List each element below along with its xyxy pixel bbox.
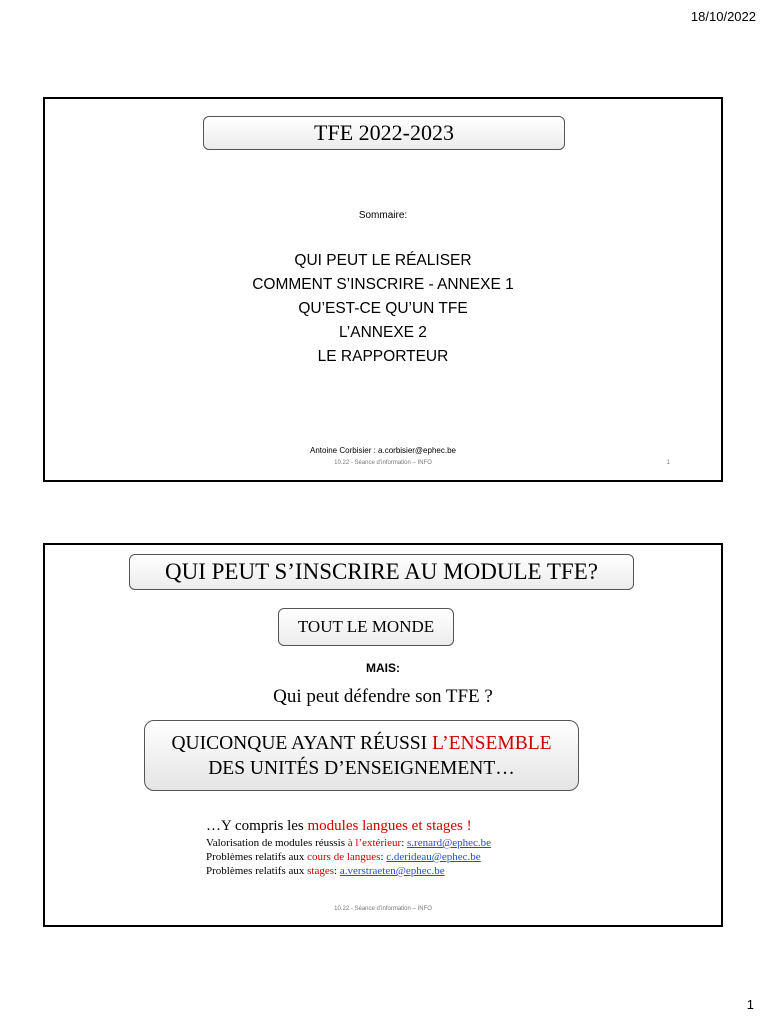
slide-footer: 10.22 - Séance d’information – INFO — [334, 906, 432, 912]
notes-lead — [206, 816, 491, 836]
notes-block — [206, 816, 491, 878]
notes-lead-text: …Y compris les — [206, 818, 308, 834]
note-sep: : — [401, 837, 408, 849]
note-prefix: Problèmes relatifs aux — [206, 851, 308, 863]
toc-item: LE RAPPORTEUR — [317, 348, 449, 365]
note-highlight: cours de langues — [307, 851, 381, 863]
toc-item: COMMENT S’INSCRIRE - ANNEXE 1 — [252, 276, 514, 293]
email-link[interactable]: s.renard@ephec.be — [407, 837, 492, 849]
note-highlight: à l’extérieur — [347, 837, 402, 849]
slide-1 — [43, 97, 723, 482]
note-prefix: Problèmes relatifs aux — [206, 865, 308, 877]
slide-title: TFE 2022-2023 — [203, 116, 565, 150]
but-label: MAIS: — [366, 661, 400, 675]
condition-highlight: L’ENSEMBLE — [432, 732, 552, 754]
note-sep: : — [380, 851, 387, 863]
toc-item: QUI PEUT LE RÉALISER — [294, 252, 472, 269]
note-line — [206, 864, 491, 878]
condition-box — [144, 720, 579, 791]
note-line — [206, 850, 491, 864]
slide-2 — [43, 543, 723, 927]
condition-line-2: DES UNITÉS D’ENSEIGNEMENT… — [208, 757, 515, 779]
defense-question: Qui peut défendre son TFE ? — [273, 686, 493, 707]
note-line — [206, 836, 491, 850]
everyone-box: TOUT LE MONDE — [278, 608, 454, 646]
summary-label: Sommaire: — [358, 210, 408, 221]
toc-item: L’ANNEXE 2 — [339, 324, 427, 341]
note-highlight: stages — [307, 865, 335, 877]
condition-text: QUICONQUE AYANT RÉUSSI — [171, 732, 433, 754]
slide-number: 1 — [666, 460, 670, 466]
condition-line-1 — [171, 731, 551, 756]
table-of-contents — [45, 249, 721, 369]
notes-lead-highlight: modules langues et stages — [307, 818, 463, 834]
toc-item: QU’EST-CE QU’UN TFE — [298, 300, 468, 317]
notes-lead-end: ! — [462, 818, 472, 834]
page-number: 1 — [746, 997, 754, 1012]
slide-title: QUI PEUT S’INSCRIRE AU MODULE TFE? — [129, 554, 634, 590]
slide-footer: 10.22 - Séance d’information – INFO — [334, 460, 432, 466]
print-date: 18/10/2022 — [690, 9, 756, 24]
email-link[interactable]: c.derideau@ephec.be — [386, 851, 481, 863]
note-prefix: Valorisation de modules réussis — [206, 837, 348, 849]
note-sep: : — [334, 865, 340, 877]
email-link[interactable]: a.verstraeten@ephec.be — [339, 865, 445, 877]
author-contact: Antoine Corbisier : a.corbisier@ephec.be — [310, 446, 456, 455]
